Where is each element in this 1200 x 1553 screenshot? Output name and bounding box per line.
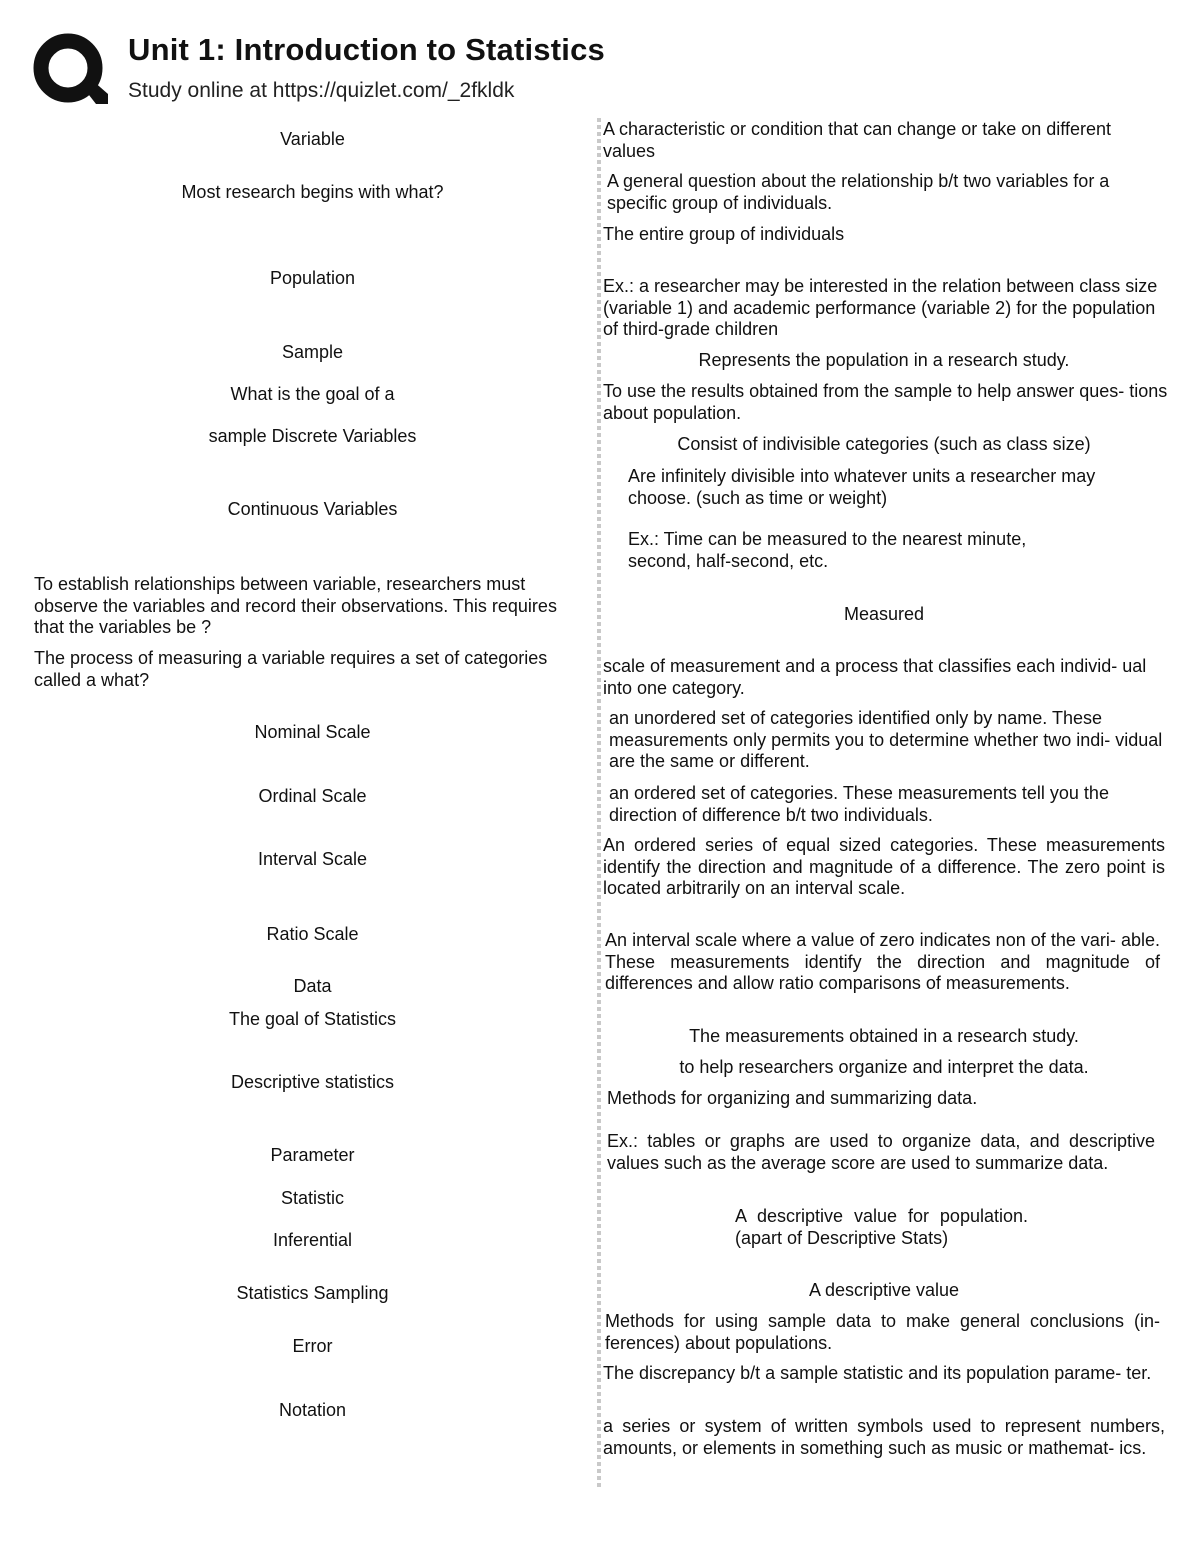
term-sample: Sample [281,342,344,362]
def-population-example: Ex.: a researcher may be interested in the relation between class size (variable 1) and academic performance (variable 2) for the population of third-grade children [603,276,1158,339]
def-sample: Represents the population in a research study. [698,350,1070,370]
term-research-begins: Most research begins with what? [181,182,444,202]
def-scale-of-measurement: scale of measurement and a process that classifies each individ- ual into one category. [603,656,1147,698]
term-population: Population [269,268,356,288]
def-statistic: A descriptive value [808,1280,960,1300]
term-goal-of-statistics: The goal of Statistics [228,1009,397,1029]
def-research-begins: A general question about the relationship b/t two variables for a specific group of individuals. [607,171,1110,213]
def-parameter: A descriptive value for population. (apart of Descriptive Stats) [735,1206,1028,1248]
def-sampling-error: The discrepancy b/t a sample statistic and its population parame- ter. [603,1363,1152,1383]
def-inferential: Methods for using sample data to make general conclusions (in- ferences) about populations. [605,1311,1160,1353]
column-divider [597,118,601,1488]
term-statistics-sampling: Statistics Sampling [236,1283,389,1303]
term-parameter: Parameter [270,1145,355,1165]
term-discrete-variables: sample Discrete Variables [208,426,417,446]
term-inferential: Inferential [272,1230,353,1250]
def-goal-of-sample: To use the results obtained from the sample to help answer ques- tions about population. [603,381,1168,423]
term-relationships-question: To establish relationships between variable, researchers must observe the variables and record their observations. This requires that the variables be ? [34,574,557,637]
def-continuous-variables: Are infinitely divisible into whatever units a researcher may choose. (such as time or weight) [628,466,1096,508]
term-notation: Notation [278,1400,347,1420]
def-measured: Measured [843,604,925,624]
def-nominal-scale: an unordered set of categories identified only by name. These measurements only permits you to determine whether two indi- vidual are the same or different. [609,708,1163,771]
term-statistic: Statistic [280,1188,345,1208]
def-descriptive-example: Ex.: tables or graphs are used to organize data, and descriptive values such as the average score are used to summarize data. [607,1131,1155,1173]
def-continuous-example: Ex.: Time can be measured to the nearest minute, second, half-second, etc. [628,529,1027,571]
term-ratio-scale: Ratio Scale [266,924,359,944]
def-variable: A characteristic or condition that can change or take on different values [603,119,1111,161]
def-data: The measurements obtained in a research study. [689,1026,1079,1046]
term-measuring-process: The process of measuring a variable requires a set of categories called a what? [34,648,548,690]
quizlet-logo-icon [30,30,110,110]
term-error: Error [292,1336,333,1356]
page-title: Unit 1: Introduction to Statistics [128,32,605,67]
term-ordinal-scale: Ordinal Scale [258,786,367,806]
term-interval-scale: Interval Scale [257,849,368,869]
study-online-link[interactable]: Study online at https://quizlet.com/_2fkldk [128,79,515,102]
term-nominal-scale: Nominal Scale [254,722,371,742]
term-variable: Variable [280,129,345,149]
def-discrete-variables: Consist of indivisible categories (such as class size) [677,434,1091,454]
def-ratio-scale: An interval scale where a value of zero indicates non of the vari- able. These measurements identify the direction and magnitude of differences and allow ratio comparisons of measurements. [605,930,1160,993]
term-goal-of-sample: What is the goal of a [230,384,395,404]
def-ordinal-scale: an ordered set of categories. These measurements tell you the direction of difference b/t two individuals. [609,783,1109,825]
def-notation: a series or system of written symbols used to represent numbers, amounts, or elements in something such as music or mathemat- ics. [603,1416,1165,1458]
term-data: Data [293,976,332,996]
def-descriptive-statistics: Methods for organizing and summarizing data. [607,1088,978,1108]
def-interval-scale: An ordered series of equal sized categories. These measurements identify the direction and magnitude of a difference. The zero point is located arbitrarily on an interval scale. [603,835,1165,898]
def-goal-of-statistics: to help researchers organize and interpret the data. [679,1057,1089,1077]
term-continuous-variables: Continuous Variables [227,499,398,519]
def-population: The entire group of individuals [603,224,845,244]
term-descriptive-statistics: Descriptive statistics [230,1072,395,1092]
